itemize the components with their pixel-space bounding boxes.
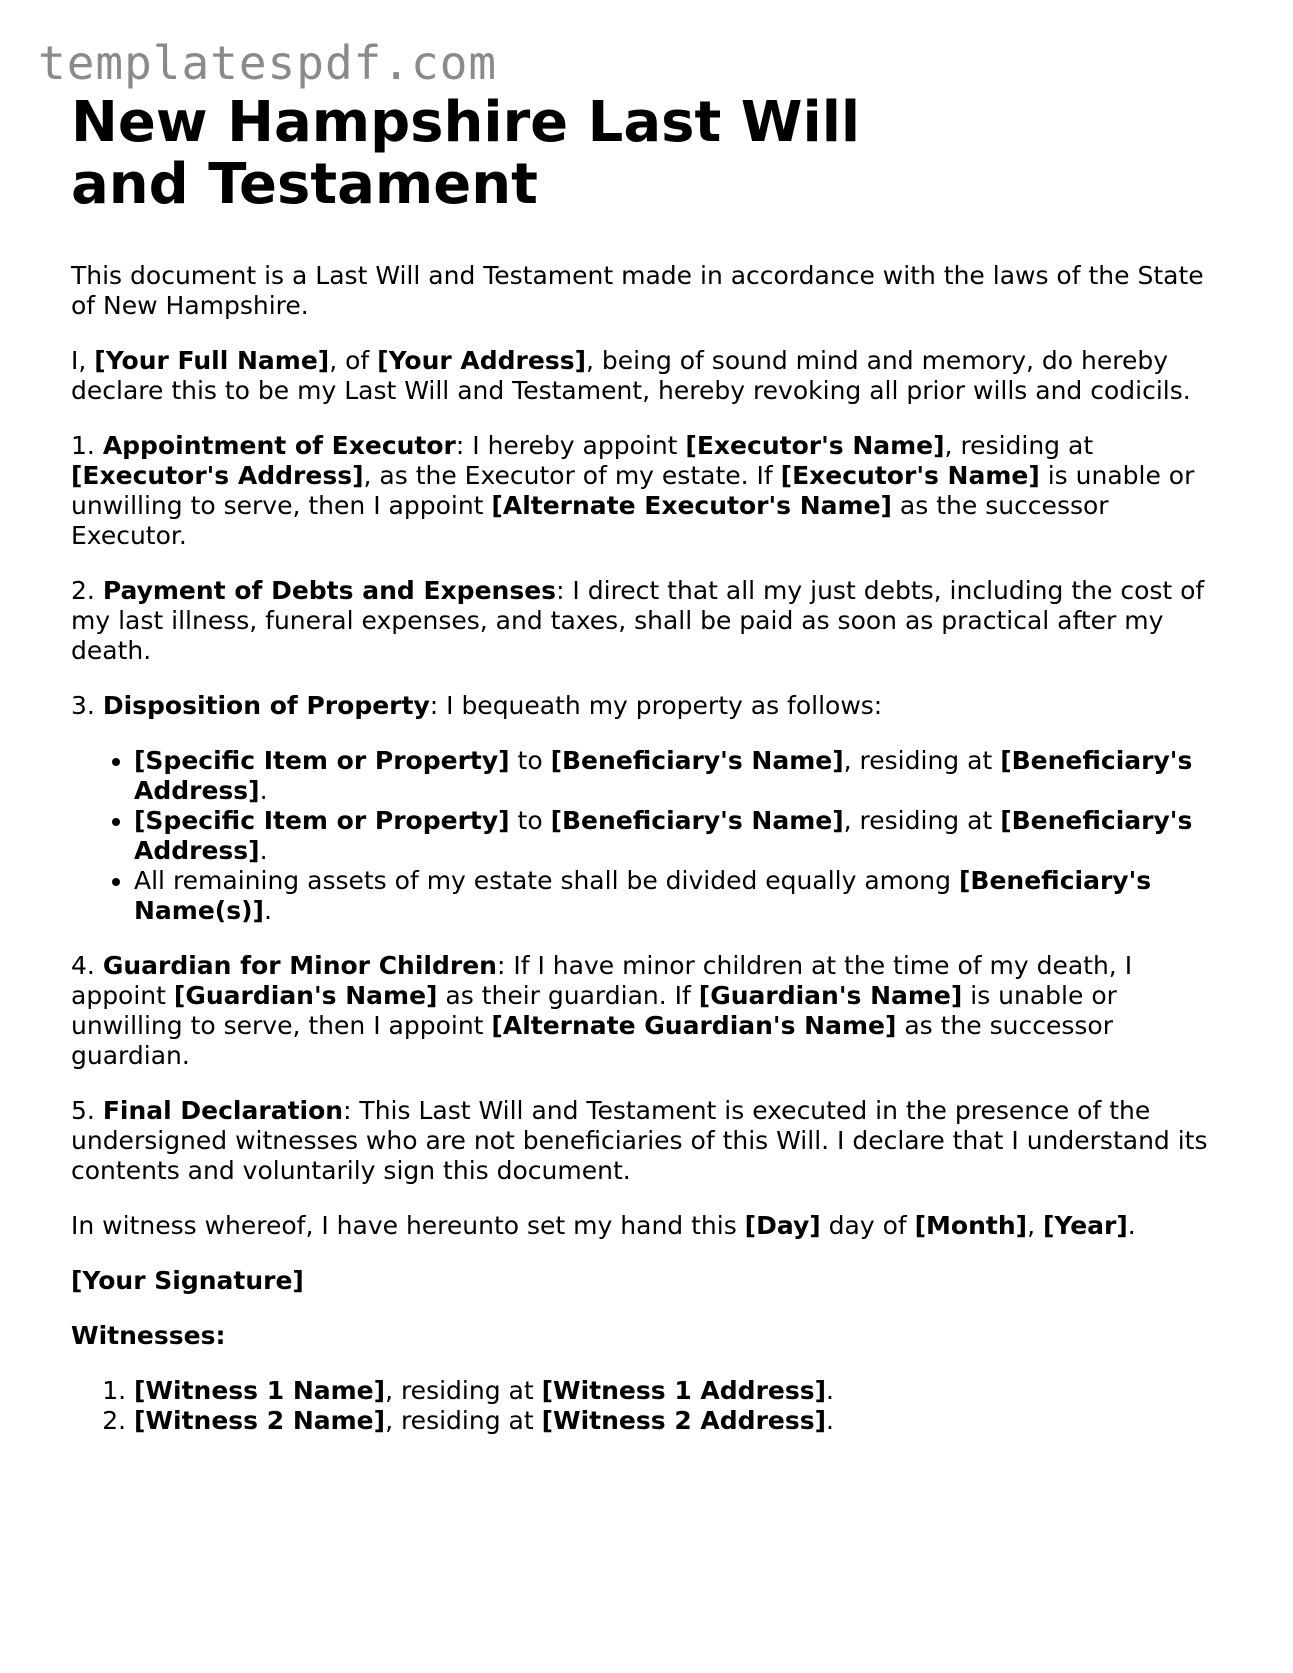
witness-clause: In witness whereof, I have hereunto set my hand this [Day] day of [Month], [Year]. <box>71 1211 1136 1240</box>
declaration-paragraph: I, [Your Full Name], of [Your Address], being of sound mind and memory, do hereby declare this to be my Last Will and Testament, hereby revoking all prior wills and codicils. <box>71 346 1191 405</box>
watermark: templatespdf.com <box>38 36 498 90</box>
executor-name-placeholder: [Executor's Name] <box>780 461 1040 490</box>
intro-paragraph: This document is a Last Will and Testament made in accordance with the laws of the State of New Hampshire. <box>71 261 1204 320</box>
list-item: 1. [Witness 1 Name], residing at [Witness 1 Address]. <box>134 1376 1221 1406</box>
day-placeholder: [Day] <box>744 1211 821 1240</box>
testator-name-placeholder: [Your Full Name] <box>94 346 330 375</box>
section-heading: Appointment of Executor <box>102 431 456 460</box>
list-item: • [Specific Item or Property] to [Beneficiary's Name], residing at [Beneficiary's Address]. <box>134 746 1221 806</box>
alternate-guardian-placeholder: [Alternate Guardian's Name] <box>491 1011 897 1040</box>
testator-address-placeholder: [Your Address] <box>377 346 587 375</box>
section-executor: 1. Appointment of Executor: I hereby appoint [Executor's Name], residing at [Executor's Address], as the Executor of my estate. If [Executor's Name] is unable or unwilling to serve, then I appoint [Alternate Executor's Name] as the successor Executor. <box>71 431 1195 550</box>
year-placeholder: [Year] <box>1042 1211 1128 1240</box>
executor-address-placeholder: [Executor's Address] <box>71 461 364 490</box>
section-debts: 2. Payment of Debts and Expenses: I direct that all my just debts, including the cost of my last illness, funeral expenses, and taxes, shall be paid as soon as practical after my death. <box>71 576 1205 665</box>
section-property: 3. Disposition of Property: I bequeath my property as follows: <box>71 691 883 720</box>
list-item: 2. [Witness 2 Name], residing at [Witness 2 Address]. <box>134 1406 1221 1436</box>
property-list <box>71 746 1221 926</box>
section-heading: Disposition of Property <box>102 691 430 720</box>
section-guardian: 4. Guardian for Minor Children: If I have minor children at the time of my death, I appoint [Guardian's Name] as their guardian. If [Guardian's Name] is unable or unwilling to serve, then I appoint [Alternate Guardian's Name] as the successor guardian. <box>71 951 1133 1070</box>
list-item: • [Specific Item or Property] to [Beneficiary's Name], residing at [Beneficiary's Address]. <box>134 806 1221 866</box>
section-final: 5. Final Declaration: This Last Will and Testament is executed in the presence of the undersigned witnesses who are not beneficiaries of this Will. I declare that I understand its contents and voluntarily sign this document. <box>71 1096 1208 1185</box>
signature-placeholder: [Your Signature] <box>71 1266 304 1295</box>
section-heading: Payment of Debts and Expenses <box>102 576 557 605</box>
document-title: New Hampshire Last Will and Testament <box>71 90 861 217</box>
guardian-name-placeholder: [Guardian's Name] <box>698 981 963 1010</box>
witnesses-label: Witnesses: <box>71 1321 226 1350</box>
guardian-name-placeholder: [Guardian's Name] <box>173 981 438 1010</box>
section-heading: Final Declaration <box>102 1096 344 1125</box>
list-item: • All remaining assets of my estate shall be divided equally among [Beneficiary's Name(s)]. <box>134 866 1221 926</box>
alternate-executor-placeholder: [Alternate Executor's Name] <box>491 491 892 520</box>
section-heading: Guardian for Minor Children <box>102 951 497 980</box>
document-page <box>71 92 1221 1436</box>
month-placeholder: [Month] <box>914 1211 1028 1240</box>
witness-list <box>71 1376 1221 1436</box>
executor-name-placeholder: [Executor's Name] <box>685 431 945 460</box>
